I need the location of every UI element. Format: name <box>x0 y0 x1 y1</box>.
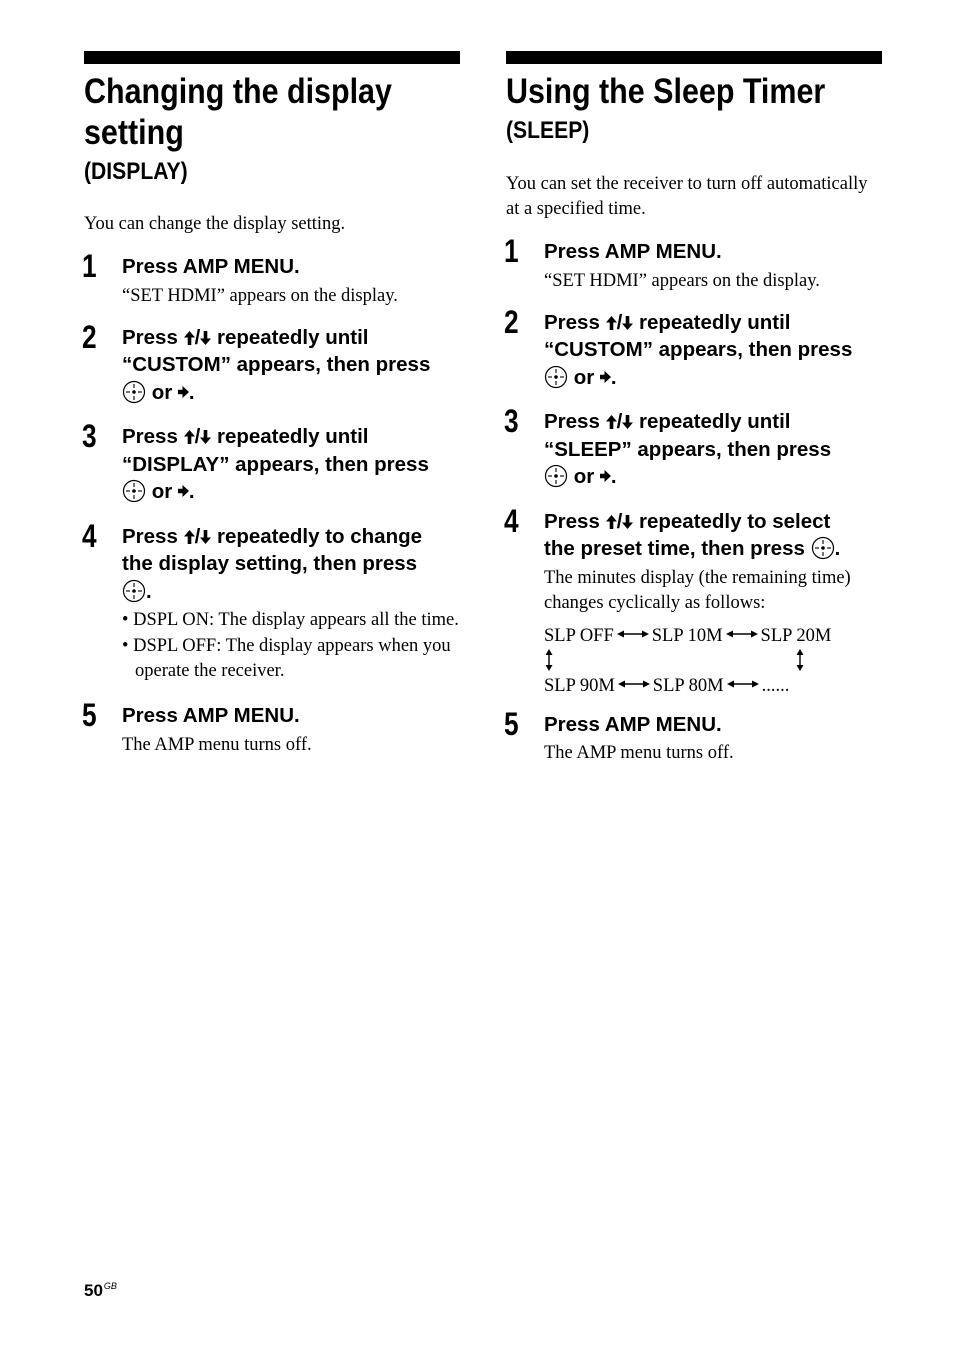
up-arrow-icon <box>606 316 617 330</box>
up-arrow-icon <box>606 515 617 529</box>
right-arrow-icon <box>600 469 611 483</box>
step-title: Press AMP MENU. <box>122 255 300 278</box>
step-description: “SET HDMI” appears on the display. <box>544 270 820 291</box>
section-subtitle: (SLEEP) <box>506 117 590 144</box>
step-3 <box>504 403 882 491</box>
step-number: 5 <box>504 705 519 742</box>
display-section <box>84 51 460 758</box>
step-title: Press / repeatedly until “SLEEP” appears, then press or . <box>544 410 832 488</box>
step-number: 1 <box>82 248 97 284</box>
section-title: Using the Sleep Timer <box>506 72 826 111</box>
step-title: Press / repeatedly until “CUSTOM” appears, then press or . <box>544 310 853 389</box>
step-5 <box>504 705 882 767</box>
intro-text: You can change the display setting. <box>84 214 346 234</box>
bullet-item: • DSPL ON: The display appears all the time. <box>122 610 459 630</box>
cycle-value: SLP 90M <box>544 675 615 696</box>
step-description: The AMP menu turns off. <box>544 743 734 763</box>
section-rule <box>84 51 460 64</box>
step-4 <box>504 502 882 696</box>
up-arrow-icon <box>606 415 617 429</box>
step-number: 2 <box>504 303 519 340</box>
step-title: Press / repeatedly to select the preset time, then press . <box>544 509 841 560</box>
right-arrow-icon <box>178 385 189 399</box>
step-number: 4 <box>504 502 519 539</box>
cycle-value: SLP 80M <box>652 675 724 696</box>
step-title: Press AMP MENU. <box>122 704 300 727</box>
step-description: The minutes display (the remaining time) changes cyclically as follows: <box>544 567 851 613</box>
step-title: Press / repeatedly until “DISPLAY” appears, then press or . <box>122 425 429 503</box>
bidirectional-arrow-icon <box>726 629 758 639</box>
down-arrow-icon <box>200 430 211 444</box>
right-arrow-icon <box>178 484 189 498</box>
down-arrow-icon <box>622 316 633 330</box>
down-arrow-icon <box>200 530 211 544</box>
section-rule <box>506 51 882 64</box>
intro-text: You can set the receiver to turn off automatically at a specified time. <box>506 174 868 219</box>
step-1 <box>82 248 460 309</box>
section-title: Changing the display setting <box>84 72 392 152</box>
page-number: $50^{GB}$ <box>84 1281 117 1300</box>
bidirectional-arrow-icon <box>618 679 650 689</box>
vertical-arrow-icon <box>795 649 805 671</box>
down-arrow-icon <box>622 415 633 429</box>
bidirectional-arrow-icon <box>617 629 649 639</box>
step-4 <box>82 517 460 685</box>
step-description: The AMP menu turns off. <box>122 734 312 755</box>
enter-button-icon <box>122 380 146 404</box>
enter-button-icon <box>544 365 568 389</box>
step-3 <box>82 418 460 506</box>
down-arrow-icon <box>622 515 633 529</box>
step-5 <box>82 697 460 758</box>
enter-button-icon <box>122 479 146 503</box>
cycle-row-bottom <box>544 674 789 699</box>
enter-button-icon <box>811 536 835 560</box>
step-2 <box>504 303 882 392</box>
step-description: “SET HDMI” appears on the display. <box>122 285 398 306</box>
bidirectional-arrow-icon <box>727 679 759 689</box>
right-arrow-icon <box>600 370 611 384</box>
step-title: Press / repeatedly to change the display setting, then press . <box>122 524 423 603</box>
cycle-value: SLP 10M <box>651 625 723 646</box>
cycle-value: SLP 20M <box>760 625 832 646</box>
cycle-row-top <box>544 624 831 649</box>
sleep-timer-section <box>506 51 882 766</box>
up-arrow-icon <box>184 430 195 444</box>
step-title: Press / repeatedly until “CUSTOM” appears, then press or . <box>122 325 431 404</box>
step-number: 1 <box>504 233 519 269</box>
section-subtitle: (DISPLAY) <box>84 158 188 185</box>
step-title: Press AMP MENU. <box>544 712 722 736</box>
page-region-suffix: GB <box>103 1281 117 1291</box>
step-number: 3 <box>82 418 97 454</box>
step-1 <box>504 233 882 294</box>
vertical-arrow-icon <box>544 649 554 671</box>
enter-button-icon <box>544 464 568 488</box>
step-number: 5 <box>82 697 97 733</box>
step-number: 4 <box>82 517 97 554</box>
step-2 <box>82 318 460 407</box>
up-arrow-icon <box>184 530 195 544</box>
enter-button-icon <box>122 579 146 603</box>
step-number: 3 <box>504 403 519 439</box>
cycle-value: SLP OFF <box>544 625 614 646</box>
step-title: Press AMP MENU. <box>544 240 722 263</box>
down-arrow-icon <box>200 331 211 345</box>
sleep-cycle-diagram <box>544 624 882 696</box>
cycle-ellipsis: ...... <box>761 675 790 696</box>
bullet-item: • DSPL OFF: The display appears when you operate the receiver. <box>122 636 451 681</box>
step-number: 2 <box>82 318 97 355</box>
up-arrow-icon <box>184 331 195 345</box>
